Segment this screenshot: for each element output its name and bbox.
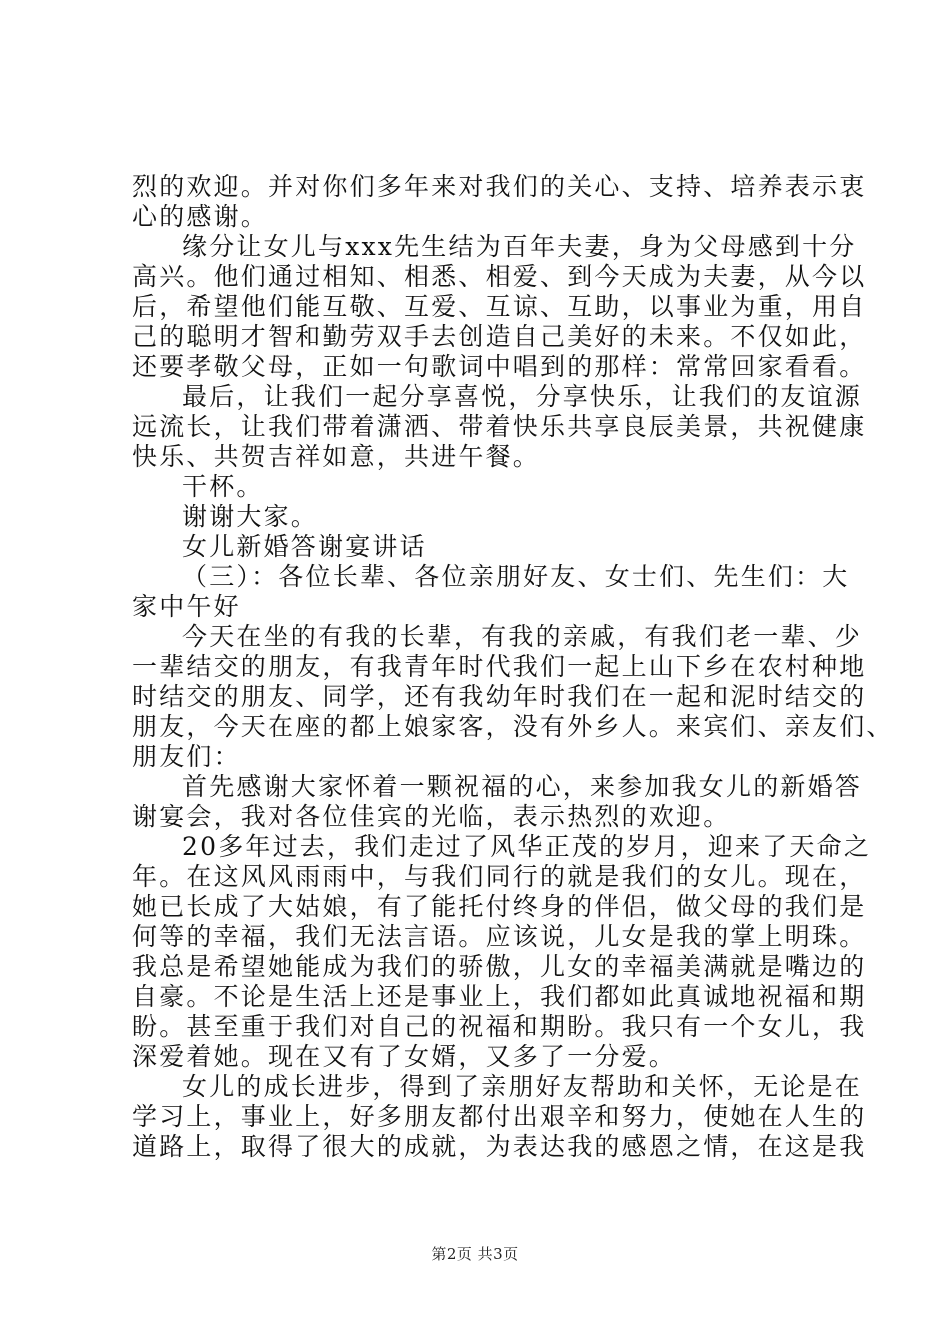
text-line: 时结交的朋友、同学，还有我幼年时我们在一起和泥时结交的 (132, 682, 867, 711)
text-line: 后，希望他们能互敬、互爱、互谅、互助，以事业为重，用自 (132, 292, 867, 321)
text-line: 远流长，让我们带着潇洒、带着快乐共享良辰美景，共祝健康 (132, 412, 867, 441)
text-line: 20多年过去，我们走过了风华正茂的岁月，迎来了天命之 (182, 832, 872, 861)
text-line: 女儿的成长进步，得到了亲朋好友帮助和关怀，无论是在 (182, 1072, 863, 1101)
text-line: 己的聪明才智和勤劳双手去创造自己美好的未来。不仅如此， (132, 322, 867, 351)
text-line: 谢宴会，我对各位佳宾的光临，表示热烈的欢迎。 (132, 802, 731, 831)
text-line: 今天在坐的有我的长辈，有我的亲戚，有我们老一辈、少 (182, 622, 863, 651)
text-line: 朋友们： (132, 742, 241, 771)
page-footer: 第2页 共3页 (431, 1245, 519, 1263)
text-line: 谢谢大家。 (182, 502, 319, 531)
text-line: 心的感谢。 (132, 202, 269, 231)
document-body (132, 172, 894, 1162)
text-line: 学习上，事业上，好多朋友都付出艰辛和努力，使她在人生的 (132, 1102, 867, 1131)
text-line: 一辈结交的朋友，有我青年时代我们一起上山下乡在农村种地 (132, 652, 867, 681)
text-line: 烈的欢迎。并对你们多年来对我们的关心、支持、培养表示衷 (132, 172, 867, 201)
text-line: 缘分让女儿与xxx先生结为百年夫妻，身为父母感到十分 (182, 232, 857, 261)
text-line: 干杯。 (182, 472, 264, 501)
text-line: 深爱着她。现在又有了女婿，又多了一分爱。 (132, 1042, 677, 1071)
text-line: （三）：各位长辈、各位亲朋好友、女士们、先生们：大 (182, 562, 850, 591)
text-line: 年。在这风风雨雨中，与我们同行的就是我们的女儿。现在， (132, 862, 867, 891)
text-line: 我总是希望她能成为我们的骄傲，儿女的幸福美满就是嘴边的 (132, 952, 867, 981)
text-line: 女儿新婚答谢宴讲话 (182, 532, 427, 561)
text-line: 最后，让我们一起分享喜悦，分享快乐，让我们的友谊源 (182, 382, 863, 411)
text-line: 首先感谢大家怀着一颗祝福的心，来参加我女儿的新婚答 (182, 772, 863, 801)
text-line: 高兴。他们通过相知、相悉、相爱、到今天成为夫妻，从今以 (132, 262, 867, 291)
text-line: 何等的幸福，我们无法言语。应该说，儿女是我的掌上明珠。 (132, 922, 867, 951)
text-line: 道路上，取得了很大的成就，为表达我的感恩之情，在这是我 (132, 1132, 867, 1161)
text-line: 朋友，今天在座的都上娘家客，没有外乡人。来宾们、亲友们、 (132, 712, 894, 741)
text-line: 她已长成了大姑娘，有了能托付终身的伴侣，做父母的我们是 (132, 892, 867, 921)
text-line: 还要孝敬父母，正如一句歌词中唱到的那样：常常回家看看。 (132, 352, 867, 381)
text-line: 家中午好 (132, 592, 241, 621)
text-line: 快乐、共贺吉祥如意，共进午餐。 (132, 442, 541, 471)
text-line: 自豪。不论是生活上还是事业上，我们都如此真诚地祝福和期 (132, 982, 867, 1011)
text-line: 盼。甚至重于我们对自己的祝福和期盼。我只有一个女儿，我 (132, 1012, 867, 1041)
